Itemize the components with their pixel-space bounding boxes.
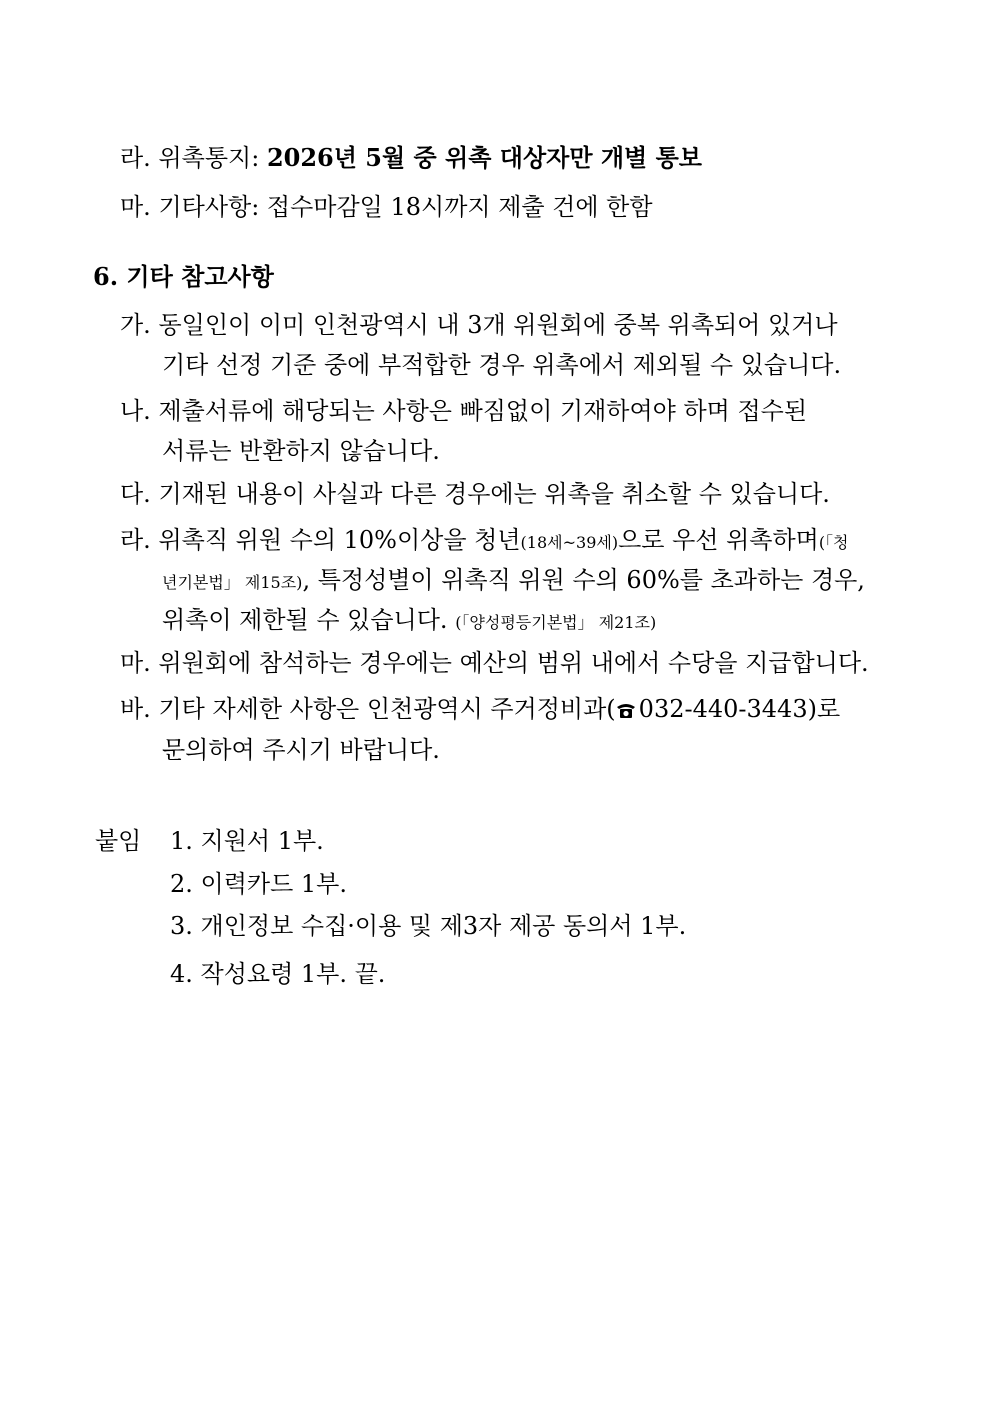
law-reference-end: 년기본법」 제15조) [162, 573, 303, 592]
list-item-da [120, 479, 830, 509]
item-text: 제출서류에 해당되는 사항은 빠짐없이 기재하여야 하며 접수된 [158, 397, 808, 425]
item-marker: 마. [120, 649, 151, 677]
item-text: , 특정성별이 위촉직 위원 수의 60%를 초과하는 경우, [302, 566, 865, 594]
item-text: 위원회에 참석하는 경우에는 예산의 범위 내에서 수당을 지급합니다. [158, 649, 869, 677]
section-heading: 6. 기타 참고사항 [93, 262, 274, 291]
notice-item-notification [120, 143, 702, 173]
list-item-ba [120, 694, 840, 724]
phone-number: 032-440-3443 [638, 695, 808, 723]
item-label: 위촉통지: [158, 144, 260, 172]
item-value: 2026년 5월 중 위촉 대상자만 개별 통보 [266, 143, 702, 172]
list-item-ra-line2 [162, 565, 865, 598]
list-item-ga [120, 310, 838, 340]
list-item-na-continued: 서류는 반환하지 않습니다. [162, 437, 440, 465]
list-item-ma [120, 648, 869, 678]
item-marker: 라. [120, 144, 151, 172]
attachment-item: 4. 작성요령 1부. 끝. [170, 960, 386, 988]
item-text: 기타사항: 접수마감일 18시까지 제출 건에 한함 [158, 193, 653, 221]
list-item-ba-continued: 문의하여 주시기 바랍니다. [162, 736, 440, 764]
telephone-icon [616, 701, 636, 719]
item-marker: 다. [120, 480, 151, 508]
item-marker: 가. [120, 311, 151, 339]
item-text: 위촉직 위원 수의 10%이상을 청년 [158, 526, 521, 554]
attachment-item: 2. 이력카드 1부. [170, 870, 347, 898]
item-marker: 바. [120, 695, 151, 723]
item-text: 동일인이 이미 인천광역시 내 3개 위원회에 중복 위촉되어 있거나 [158, 311, 838, 339]
list-item-ra-line3 [162, 605, 656, 638]
item-text-cont: )로 [807, 695, 841, 723]
item-text: 기타 자세한 사항은 인천광역시 주거정비과( [158, 695, 616, 723]
notice-item-misc [120, 192, 653, 222]
item-text-cont: 으로 우선 위촉하며 [618, 526, 819, 554]
item-text: 기재된 내용이 사실과 다른 경우에는 위촉을 취소할 수 있습니다. [158, 480, 830, 508]
attachment-item: 3. 개인정보 수집·이용 및 제3자 제공 동의서 1부. [170, 912, 687, 940]
list-item-na [120, 396, 807, 426]
attachments-label: 붙임 [95, 827, 142, 855]
item-marker: 나. [120, 397, 151, 425]
list-item-ra [120, 525, 849, 558]
law-reference: (「양성평등기본법」 제21조) [455, 613, 657, 632]
list-item-ga-continued: 기타 선정 기준 중에 부적합한 경우 위촉에서 제외될 수 있습니다. [162, 351, 842, 379]
law-reference-start: (「청 [818, 533, 849, 552]
item-text: 위촉이 제한될 수 있습니다. [162, 606, 448, 634]
age-range-note: (18세~39세) [520, 533, 619, 552]
item-marker: 마. [120, 193, 151, 221]
item-marker: 라. [120, 526, 151, 554]
attachment-item: 1. 지원서 1부. [170, 827, 324, 855]
